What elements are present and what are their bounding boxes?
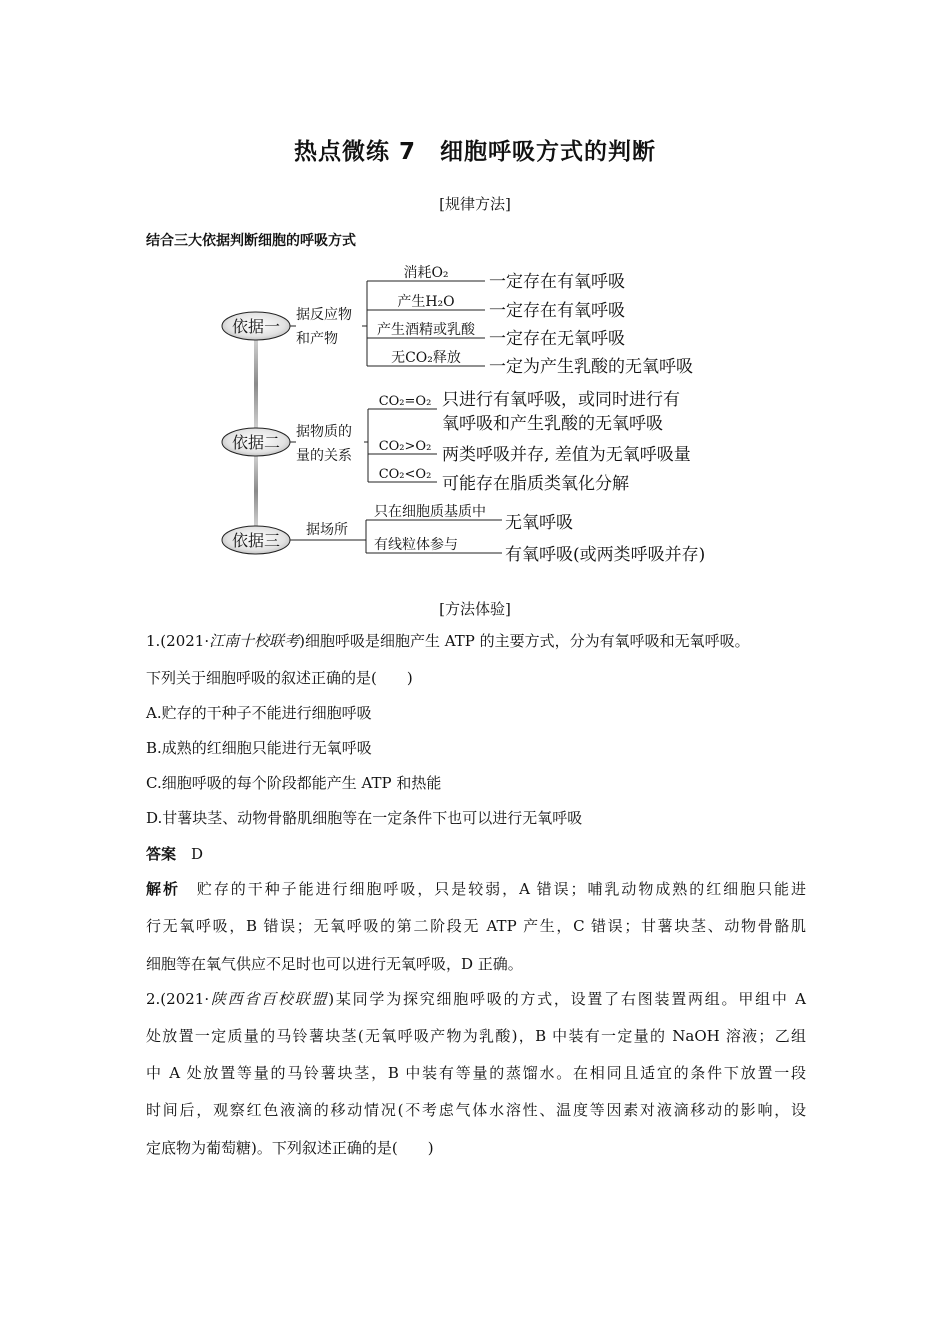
section-heading-methods: [规律方法] xyxy=(439,195,511,213)
basis1-result-4: 一定为产生乳酸的无氧呼吸 xyxy=(489,357,693,377)
basis2-cond-1: CO₂=O₂ xyxy=(378,394,432,409)
basis2-label: 依据二 xyxy=(231,433,281,452)
spine-connector-1 xyxy=(254,340,258,428)
basis1-result-1: 一定存在有氧呼吸 xyxy=(489,272,625,292)
basis2-sub1: 据物质的 xyxy=(296,424,352,440)
basis3-cond-1: 只在细胞质基质中 xyxy=(374,504,486,520)
basis1-cond-1: 消耗O₂ xyxy=(403,265,449,281)
basis2-result-1a: 只进行有氧呼吸，或同时进行有 xyxy=(442,390,680,410)
basis3-sub1: 据场所 xyxy=(306,522,348,538)
q1-option-c: C.细胞呼吸的每个阶段都能产生 ATP 和热能 xyxy=(146,774,442,792)
q2-stem-line2: 处放置一定质量的马铃薯块茎(无氧呼吸产物为乳酸)，B 中装有一定量的 NaOH 溶液；乙组 xyxy=(146,1027,806,1045)
basis3-cond-2: 有线粒体参与 xyxy=(374,537,458,553)
basis3-label: 依据三 xyxy=(231,531,281,550)
q1-option-b: B.成熟的红细胞只能进行无氧呼吸 xyxy=(146,739,372,757)
basis1-cond-3: 产生酒精或乳酸 xyxy=(377,322,475,338)
q2-stem-line3: 中 A 处放置等量的马铃薯块茎，B 中装有等量的蒸馏水。在相同且适宜的条件下放置一段 xyxy=(146,1064,806,1082)
basis1-result-2: 一定存在有氧呼吸 xyxy=(489,301,625,321)
q1-stem-text: )细胞呼吸是细胞产生 ATP 的主要方式，分为有氧呼吸和无氧呼吸。 xyxy=(299,632,750,650)
q2-number: 2.(2021· xyxy=(146,990,210,1008)
basis3-result-1: 无氧呼吸 xyxy=(505,513,573,533)
q2-stem-line5: 定底物为葡萄糖)。下列叙述正确的是( ) xyxy=(146,1139,434,1157)
basis1-sub1: 据反应物 xyxy=(296,307,352,323)
basis1-sub2: 和产物 xyxy=(296,331,338,347)
q1-option-a: A.贮存的干种子不能进行细胞呼吸 xyxy=(146,704,372,722)
basis2-cond-3: CO₂<O₂ xyxy=(378,467,432,482)
q1-analysis-line2: 行无氧呼吸，B 错误；无氧呼吸的第二阶段无 ATP 产生，C 错误；甘薯块茎、动物骨骼肌 xyxy=(146,917,806,935)
q1-answer xyxy=(146,844,203,864)
q2-stem-text: )某同学为探究细胞呼吸的方式，设置了右图装置两组。甲组中 A xyxy=(328,990,806,1008)
q1-number: 1.(2021· xyxy=(146,632,210,650)
basis1-label: 依据一 xyxy=(231,317,281,336)
q1-analysis-line3: 细胞等在氧气供应不足时也可以进行无氧呼吸，D 正确。 xyxy=(146,955,523,973)
basis1-result-3: 一定存在无氧呼吸 xyxy=(489,329,625,349)
basis1-cond-4: 无CO₂释放 xyxy=(391,350,461,366)
basis2-result-2: 两类呼吸并存, 差值为无氧呼吸量 xyxy=(442,445,691,465)
basis2-sub2: 量的关系 xyxy=(296,448,352,464)
q2-source: 陕西省百校联盟 xyxy=(209,990,329,1008)
basis3-result-2: 有氧呼吸(或两类呼吸并存) xyxy=(505,545,706,565)
q1-source: 江南十校联考 xyxy=(209,632,300,650)
q1-stem-line2: 下列关于细胞呼吸的叙述正确的是( ) xyxy=(146,669,413,687)
page-title: 热点微练 7 细胞呼吸方式的判断 xyxy=(293,139,656,165)
basis2-result-3: 可能存在脂质类氧化分解 xyxy=(442,474,629,494)
q1-option-d: D.甘薯块茎、动物骨骼肌细胞等在一定条件下也可以进行无氧呼吸 xyxy=(146,809,583,827)
q2-stem-line4: 时间后，观察红色液滴的移动情况(不考虑气体水溶性、温度等因素对液滴移动的影响，设 xyxy=(146,1101,806,1119)
basis2-result-1b: 氧呼吸和产生乳酸的无氧呼吸 xyxy=(442,414,663,434)
respiration-judgment-diagram xyxy=(0,0,950,600)
q1-stem-line1 xyxy=(146,631,750,651)
basis1-cond-2: 产生H₂O xyxy=(397,294,455,310)
diagram-heading: 结合三大依据判断细胞的呼吸方式 xyxy=(146,233,356,249)
spine-connector-2 xyxy=(254,456,258,526)
answer-value: D xyxy=(191,845,204,863)
analysis-text: 贮存的干种子能进行细胞呼吸，只是较弱，A 错误；哺乳动物成熟的红细胞只能进 xyxy=(196,880,806,898)
q1-analysis-line1 xyxy=(146,879,806,899)
answer-label: 答案 xyxy=(146,845,177,863)
analysis-label: 解析 xyxy=(146,880,180,898)
section-heading-practice: [方法体验] xyxy=(439,600,511,618)
basis2-cond-2: CO₂>O₂ xyxy=(378,439,432,454)
q2-stem-line1 xyxy=(146,989,806,1009)
